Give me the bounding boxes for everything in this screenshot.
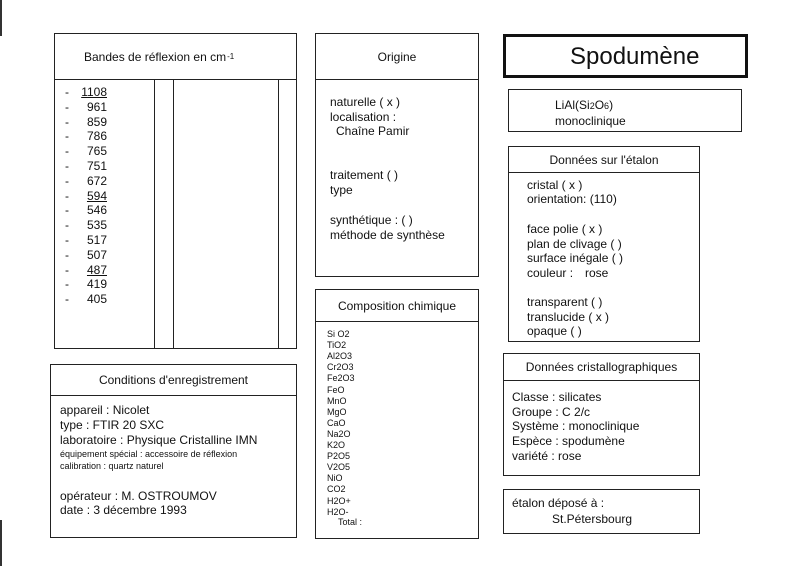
mineral-title-box <box>503 34 748 78</box>
composition-item: MnO <box>327 395 347 406</box>
composition-panel <box>315 289 479 539</box>
page-edge-line <box>0 0 2 36</box>
band-dash: - <box>65 129 69 144</box>
depot-label: étalon déposé à : <box>512 496 605 510</box>
composition-item: Cr2O3 <box>327 362 354 373</box>
reflexion-title: Bandes de réflexion en cm <box>84 49 227 64</box>
systeme-field: Système : monoclinique <box>512 419 640 433</box>
band-dash: - <box>65 247 69 262</box>
composition-item: H2O- <box>327 506 349 517</box>
origine-header <box>316 34 478 80</box>
band-value: 405 <box>86 292 107 307</box>
band-value: 419 <box>86 277 107 292</box>
type-field: type <box>330 183 353 197</box>
formula-part: ) <box>609 98 614 112</box>
operateur-field: opérateur : M. OSTROUMOV <box>60 489 217 503</box>
band-dash: - <box>65 99 69 114</box>
band-value: 594 <box>86 188 107 203</box>
plan-clivage-field: plan de clivage ( ) <box>527 237 622 251</box>
band-dash: - <box>65 218 69 233</box>
origine-title: Origine <box>377 49 417 64</box>
composition-item: H2O+ <box>327 495 351 506</box>
composition-item: Fe2O3 <box>327 373 355 384</box>
crystal-system: monoclinique <box>555 114 626 128</box>
band-value: 507 <box>86 247 107 262</box>
band-value: 751 <box>86 159 107 173</box>
couleur-label: couleur : <box>527 266 574 280</box>
band-dash: - <box>65 114 69 129</box>
etalon-header <box>509 147 699 173</box>
band-dash: - <box>65 159 69 173</box>
localisation-label: localisation : <box>330 110 397 124</box>
origine-panel <box>315 33 479 277</box>
composition-item: CaO <box>327 417 346 428</box>
composition-item: MgO <box>327 406 347 417</box>
formula-part: O <box>594 98 605 112</box>
band-dash: - <box>65 292 69 307</box>
column-divider <box>154 80 155 348</box>
type-field: type : FTIR 20 SXC <box>60 418 165 432</box>
cristallo-header <box>504 354 699 381</box>
face-polie-field: face polie ( x ) <box>527 222 603 236</box>
conditions-title: Conditions d'enregistrement <box>98 373 249 387</box>
band-value: 672 <box>86 173 107 188</box>
composition-total: Total : <box>338 517 363 527</box>
composition-item: Al2O3 <box>327 351 353 362</box>
composition-item: NiO <box>327 473 343 484</box>
band-dash: - <box>65 262 69 277</box>
etalon-panel <box>508 146 700 342</box>
conditions-header <box>51 365 296 396</box>
band-value: 517 <box>86 233 107 247</box>
chemical-formula <box>555 98 613 113</box>
depot-location: St.Pétersbourg <box>552 512 633 526</box>
formula-part: LiAl(Si <box>555 98 590 112</box>
classe-field: Classe : silicates <box>512 390 602 404</box>
band-value: 786 <box>86 129 107 144</box>
reflexion-title-exponent: -1 <box>227 52 235 61</box>
conditions-panel <box>50 364 297 538</box>
appareil-field: appareil : Nicolet <box>60 403 150 417</box>
cristallo-title: Données cristallographiques <box>525 360 678 374</box>
reflexion-panel <box>54 33 297 349</box>
depot-panel <box>503 489 700 534</box>
surface-field: surface inégale ( ) <box>527 251 624 265</box>
calibration-field: calibration : quartz naturel <box>60 461 164 471</box>
espece-field: Espèce : spodumène <box>512 434 625 448</box>
couleur-value: rose <box>585 266 609 280</box>
composition-item: K2O <box>327 440 346 450</box>
translucide-field: translucide ( x ) <box>527 310 610 324</box>
composition-item: CO2 <box>327 484 346 495</box>
composition-title: Composition chimique <box>337 298 457 313</box>
groupe-field: Groupe : C 2/c <box>512 405 591 419</box>
reflexion-header <box>55 34 296 80</box>
band-dash: - <box>65 144 69 159</box>
band-dash: - <box>65 85 69 99</box>
naturelle-field: naturelle ( x ) <box>330 95 401 109</box>
band-dash: - <box>65 173 69 188</box>
composition-header <box>316 290 478 322</box>
band-value: 1108 <box>81 85 107 99</box>
band-value: 546 <box>86 203 107 218</box>
column-divider <box>173 80 174 348</box>
composition-item: V2O5 <box>327 462 351 473</box>
composition-item: Si O2 <box>327 329 350 339</box>
composition-item: Na2O <box>327 428 351 439</box>
cristal-field: cristal ( x ) <box>527 178 583 192</box>
date-field: date : 3 décembre 1993 <box>60 503 187 517</box>
composition-item: FeO <box>327 384 345 395</box>
column-divider <box>278 80 279 348</box>
synthetique-field: synthétique : ( ) <box>330 213 413 227</box>
opaque-field: opaque ( ) <box>527 324 582 338</box>
equipement-field: équipement spécial : accessoire de réflexion <box>60 449 238 459</box>
laboratoire-field: laboratoire : Physique Cristalline IMN <box>60 433 258 447</box>
formula-subscript: 6 <box>604 101 610 111</box>
orientation-field: orientation: (110) <box>527 192 617 206</box>
band-value: 535 <box>86 218 107 233</box>
band-value: 961 <box>86 99 107 114</box>
traitement-field: traitement ( ) <box>330 168 399 182</box>
band-value: 859 <box>86 114 107 129</box>
band-dash: - <box>65 188 69 203</box>
transparent-field: transparent ( ) <box>527 295 603 309</box>
localisation-value: Chaîne Pamir <box>336 124 410 138</box>
etalon-title: Données sur l'étalon <box>549 152 659 167</box>
variete-field: variété : rose <box>512 449 582 463</box>
formula-subscript: 2 <box>589 101 595 111</box>
cristallo-panel <box>503 353 700 476</box>
band-dash: - <box>65 233 69 247</box>
composition-item: TiO2 <box>327 340 347 351</box>
methode-field: méthode de synthèse <box>330 228 445 242</box>
formula-box <box>508 89 742 132</box>
band-dash: - <box>65 277 69 292</box>
band-value: 765 <box>86 144 107 159</box>
composition-item: P2O5 <box>327 451 351 462</box>
page-edge-line <box>0 520 2 566</box>
mineral-name: Spodumène <box>570 43 700 70</box>
band-dash: - <box>65 203 69 218</box>
band-value: 487 <box>86 262 107 277</box>
